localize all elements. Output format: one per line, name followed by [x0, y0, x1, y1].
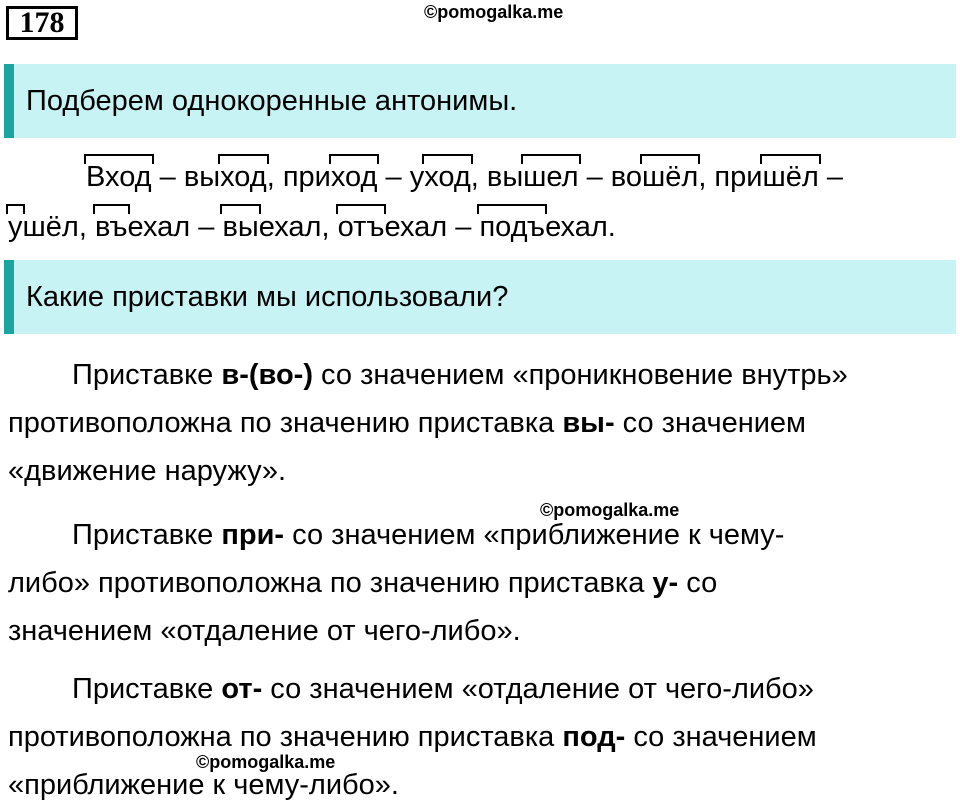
paragraph-line	[8, 406, 806, 440]
text-segment: со значением	[625, 721, 817, 753]
prefix-highlight: от-	[221, 673, 263, 705]
text-segment: «приближение к чему-либо».	[8, 769, 399, 801]
paragraph-line	[8, 454, 286, 488]
word-root: въ	[94, 211, 128, 243]
text-segment: со значением «отдаление от чего-либо»	[262, 673, 814, 705]
word-part: ехал	[127, 211, 191, 243]
paragraph-line	[72, 358, 848, 392]
text-segment: значением «отдаление от чего-либо».	[8, 615, 521, 647]
text-segment: со значением «приближение к чему-	[284, 519, 785, 551]
paragraph-line	[8, 614, 521, 648]
prefix-highlight: под-	[562, 721, 626, 753]
text-segment: со	[678, 567, 718, 599]
antonym-line-2	[8, 210, 616, 244]
paragraph-line	[72, 672, 814, 706]
word-root: у	[8, 211, 23, 243]
word-part: ,	[266, 161, 275, 193]
watermark-bottom: ©pomogalka.me	[196, 752, 336, 772]
word-part: – вы	[151, 161, 221, 193]
word-part: –	[818, 161, 843, 193]
antonym-line-1	[86, 160, 843, 194]
watermark-middle: ©pomogalka.me	[540, 500, 680, 520]
word-part	[330, 211, 338, 243]
word-part: ехал.	[545, 211, 616, 243]
word-part: ,	[698, 161, 707, 193]
word-part: – во	[578, 161, 642, 193]
word-part: ехал	[384, 211, 448, 243]
word-root: Вход	[86, 161, 152, 193]
word-part: – у	[377, 161, 425, 193]
word-part: при	[274, 161, 331, 193]
word-part: ехал,	[258, 211, 330, 243]
text-segment: Приставке	[72, 359, 222, 391]
text-segment: либо» противоположна по значению приставка	[8, 567, 653, 599]
prefix-highlight: у-	[652, 567, 679, 599]
word-root: шёл	[641, 161, 699, 193]
text-segment: Приставке	[72, 673, 222, 705]
word-root: шел	[523, 161, 579, 193]
paragraph-line	[8, 720, 817, 754]
word-root: шёл	[762, 161, 819, 193]
paragraph-line	[8, 768, 399, 802]
section-heading-prefixes: Какие приставки мы использовали?	[4, 260, 956, 334]
word-part: вы	[478, 161, 524, 193]
word-root: подъ	[479, 211, 546, 243]
text-segment: Приставке	[72, 519, 222, 551]
word-root: ход	[330, 161, 378, 193]
word-root: вы	[222, 211, 259, 243]
text-segment: со значением	[614, 407, 806, 439]
paragraph-line	[72, 518, 784, 552]
word-root: ход	[424, 161, 471, 193]
word-part: при	[706, 161, 763, 193]
text-segment: «движение наружу».	[8, 455, 287, 487]
word-part: –	[190, 211, 223, 243]
word-root: ход	[220, 161, 267, 193]
task-number: 178	[6, 6, 78, 40]
prefix-highlight: при-	[221, 519, 285, 551]
word-part: шёл,	[22, 211, 87, 243]
word-part	[87, 211, 95, 243]
prefix-highlight: в-(во-)	[221, 359, 313, 391]
word-part: –	[447, 211, 480, 243]
watermark-top: ©pomogalka.me	[424, 2, 564, 22]
text-segment: противоположна по значению приставка	[8, 721, 563, 753]
section-heading-antonyms: Подберем однокоренные антонимы.	[4, 64, 956, 138]
paragraph-line	[8, 566, 717, 600]
text-segment: противоположна по значению приставка	[8, 407, 563, 439]
text-segment: со значением «проникновение внутрь»	[313, 359, 848, 391]
word-part: ,	[470, 161, 479, 193]
prefix-highlight: вы-	[562, 407, 615, 439]
word-root: отъ	[337, 211, 385, 243]
